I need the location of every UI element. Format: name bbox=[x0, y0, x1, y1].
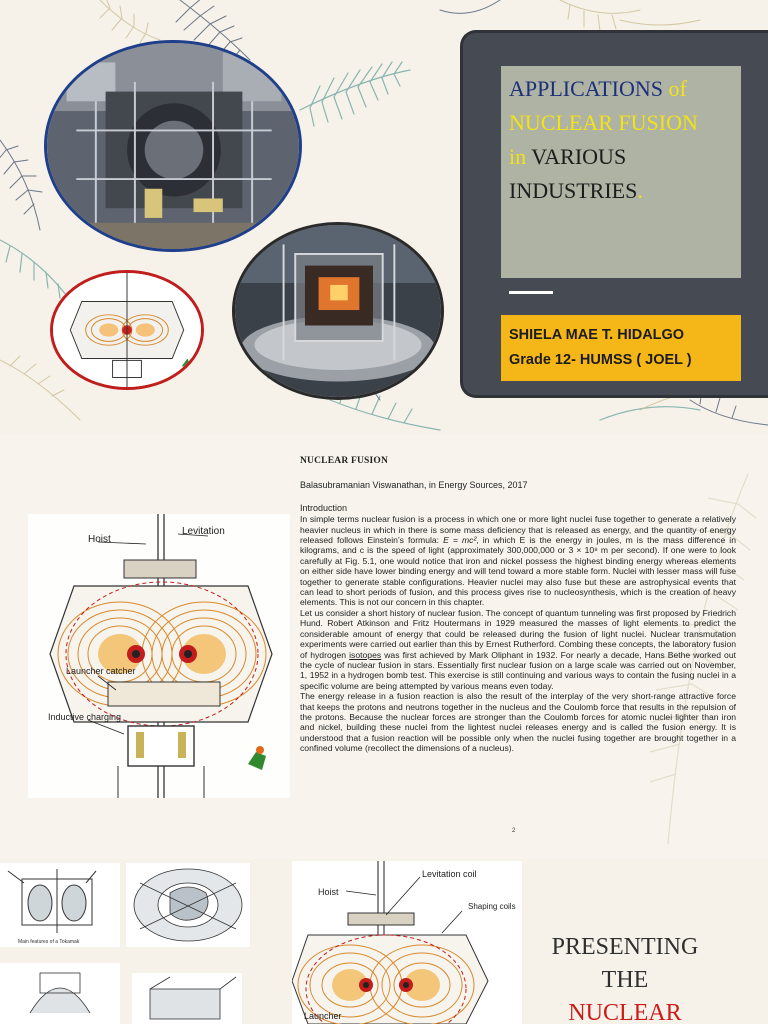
title-divider bbox=[509, 291, 553, 294]
tokamak-caption: Main features of a Tokamak bbox=[18, 939, 80, 945]
article-heading: NUCLEAR FUSION bbox=[300, 456, 389, 466]
lab-photo bbox=[44, 40, 302, 252]
label-launcher-catcher: Launcher catcher bbox=[66, 666, 136, 676]
label-levitation: Levitation bbox=[182, 526, 225, 537]
article-paragraph bbox=[300, 608, 736, 691]
author-name: SHIELA MAE T. HIDALGO bbox=[509, 327, 685, 343]
label-shaping-coils: Shaping coils bbox=[468, 902, 516, 911]
article-paragraph: The energy release in a fusion reaction is also the result of the interplay of the very short-range attractive force that keeps the protons and neutrons together in the nucleus and the Coulomb force that results in the repulsion of the protons. Because the nuclear forces are stronger than the Coulomb forces for atomic nuclei lighter than iron and nickel, building these nuclei from the lightest nuclei releases energy and is called the fusion energy. It is understood that a fusion reaction will be possible only when the nuclei fusing together are brought together in a confined volume (recollect the dimensions of a nucleus). bbox=[300, 691, 736, 754]
einstein-formula: E = mc² bbox=[443, 535, 477, 546]
title-panel bbox=[460, 30, 768, 398]
article-text bbox=[300, 456, 736, 754]
label-levitation-coil: Levitation coil bbox=[422, 869, 477, 879]
title-word: in bbox=[509, 144, 527, 169]
label-launcher: Launcher bbox=[304, 1011, 342, 1021]
presentation-title bbox=[501, 66, 741, 278]
article-section-label: Introduction bbox=[300, 502, 348, 513]
title-word: . bbox=[637, 178, 643, 203]
label-inductive-charging: Inductive charging bbox=[48, 712, 122, 722]
title-word: VARIOUS bbox=[531, 144, 627, 169]
article-slide bbox=[0, 434, 768, 859]
presenting-line: PRESENTING bbox=[551, 934, 699, 960]
label-hoist: Hoist bbox=[88, 534, 111, 545]
levitated-dipole-diagram bbox=[28, 514, 290, 798]
article-source: Balasubramanian Viswanathan, in Energy Sources, 2017 bbox=[300, 480, 528, 491]
presenting-slide bbox=[0, 859, 768, 1024]
title-word: NUCLEAR FUSION bbox=[509, 110, 698, 135]
presenting-line: THE bbox=[601, 967, 649, 993]
cover-slide bbox=[0, 0, 768, 434]
title-word: of bbox=[668, 76, 687, 101]
levitated-dipole-diagram-small bbox=[50, 270, 204, 390]
levitated-dipole-diagram-large bbox=[292, 861, 522, 1024]
fusion-device-photo bbox=[232, 222, 444, 400]
page-number: 2 bbox=[512, 828, 516, 834]
tokamak-diagrams bbox=[0, 863, 250, 1024]
paragraph-text: In simple terms nuclear fusion is a process in which one or more light nuclei fuse together to generate a relatively heavier nucleus in which in there is some mass deficiency that is released as energy, and the quantity of energy released follows Einstein’s formula: bbox=[300, 514, 736, 546]
author-grade: Grade 12- HUMSS ( JOEL ) bbox=[509, 352, 692, 368]
article-paragraph bbox=[300, 514, 736, 608]
presenting-line: NUCLEAR bbox=[568, 1000, 682, 1024]
paragraph-text: Let us consider a short history of nuclear fusion. The concept of quantum tunneling was first proposed by Friedrich Hund. Robert Atkinson and Fritz Houtermans in 1929 measured the masses of light elements to predict the considerable amount of energy that could be released during the fusion of light nuclei. Nuclear transmutation experiments were carried out earlier than this by Ernest Rutherford. Combing these concepts, the laboratory fusion of hydrogen bbox=[300, 607, 736, 660]
isotopes-link[interactable]: isotopes bbox=[349, 649, 382, 660]
paragraph-text: , in which E is the energy in joules, m is the mass difference in kilograms, and c is the speed of light (approximately 300,000,000 or 3 × 10⁸ m per second). If one were to look carefully at Fig. 5.1, one would notice that iron and nickel possess the highest binding energy whereas elements on either side have lower binding energy and will tend toward a more stable form. Nuclei with lesser mass will fuse together to generate stable configurations. Heavier nuclei may also fuse but these are astrophysical events that can lead to short periods of fusion, and this process gives rise to nucleosynthesis, which is the creation of heavy elements. This is not our concern in this chapter. bbox=[300, 535, 736, 608]
title-word: APPLICATIONS bbox=[509, 76, 664, 101]
paragraph-text: was first achieved by Mark Oliphant in 1932. For nearly a decade, Hans Bethe worked out the cycle of nuclear fusion in stars. Essentially first nuclear fusion on a large scale was carried out on November, 1, 1952 in a hydrogen bomb test. This exercise is still continuing and various ways to contain the fusing nuclei in a specific volume are being attempted by various means even today. bbox=[300, 649, 736, 691]
label-hoist-large: Hoist bbox=[318, 887, 339, 897]
title-word: INDUSTRIES bbox=[509, 178, 638, 203]
author-box bbox=[501, 315, 741, 381]
presenting-title bbox=[520, 931, 730, 1024]
